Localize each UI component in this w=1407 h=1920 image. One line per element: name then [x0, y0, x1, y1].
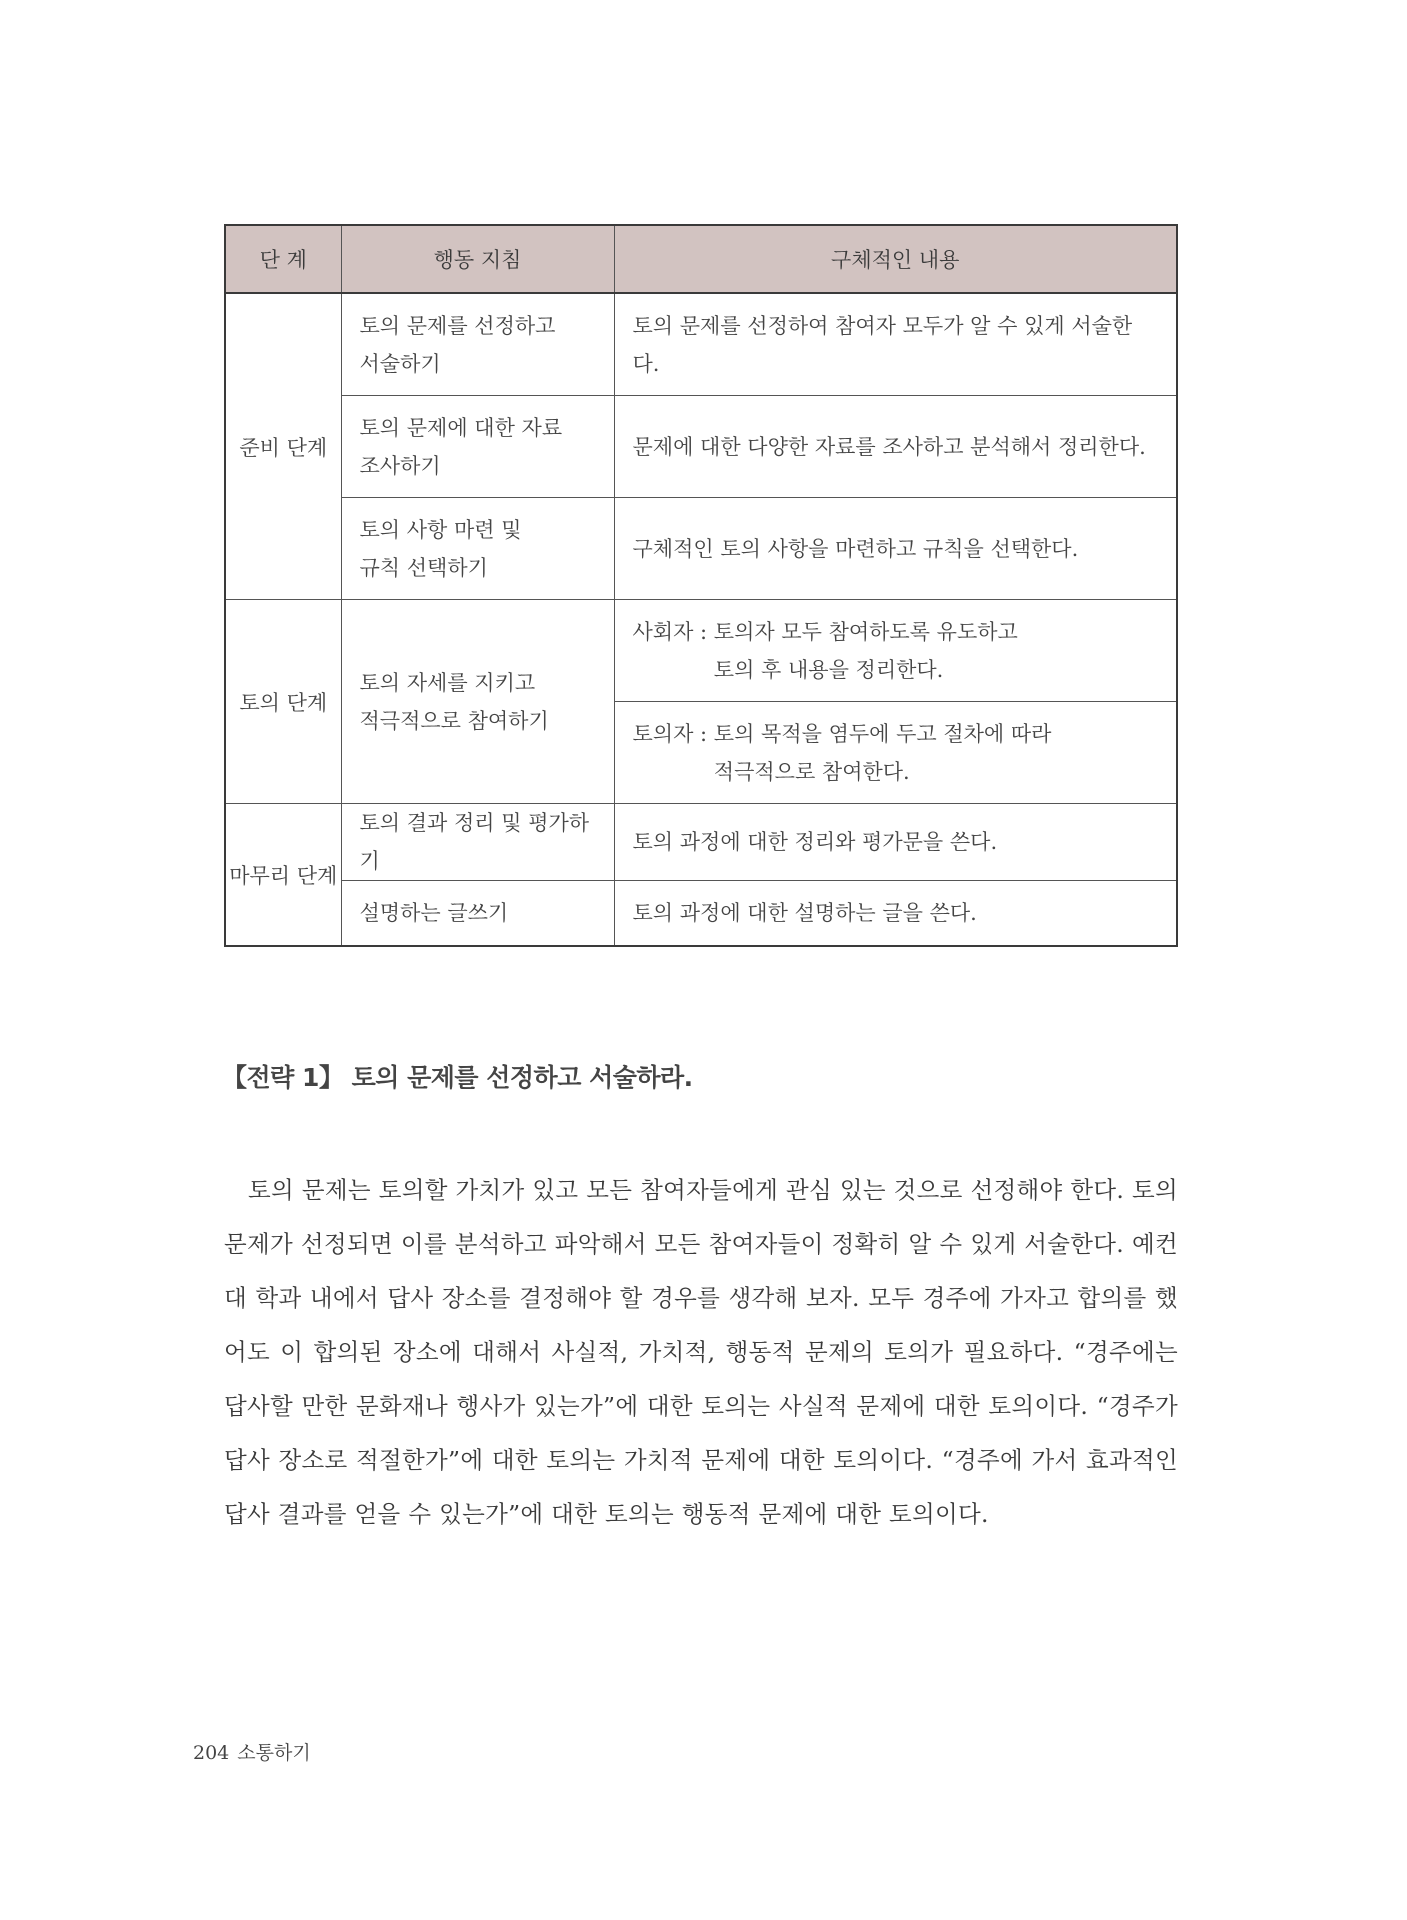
stage-prep: 준비 단계: [225, 293, 341, 600]
guideline-table: [224, 224, 1178, 947]
page-footer: [193, 1738, 311, 1765]
content-cell-participant: [614, 702, 1177, 804]
guide-line: 토의 문제에 대한 자료: [359, 415, 563, 440]
guide-line: 설명하는 글쓰기: [359, 901, 509, 925]
role-label: 토의자 :: [632, 721, 714, 746]
role-participant: [633, 715, 1159, 791]
book-title: 소통하기: [237, 1742, 311, 1764]
role-line: 토의 목적을 염두에 두고 절차에 따라: [713, 721, 1052, 746]
guide-line: 토의 자세를 지키고: [359, 670, 536, 695]
section-heading: 【전략 1】 토의 문제를 선정하고 서술하라.: [222, 1063, 693, 1092]
guide-cell: [341, 881, 614, 947]
guide-line: 규칙 선택하기: [359, 555, 488, 580]
guide-cell: [341, 396, 614, 498]
header-stage: 단 계: [225, 225, 341, 293]
role-text: [714, 715, 1158, 791]
role-line: 토의 후 내용을 정리한다.: [713, 657, 944, 682]
role-text: [714, 613, 1158, 689]
header-content: 구체적인 내용: [614, 225, 1177, 293]
table-row: [225, 600, 1177, 702]
guide-line: 토의 문제를 선정하고: [359, 313, 556, 338]
table-header-row: [225, 225, 1177, 293]
table-row: [225, 804, 1177, 881]
content-cell: 문제에 대한 다양한 자료를 조사하고 분석해서 정리한다.: [614, 396, 1177, 498]
content-cell: 토의 과정에 대한 설명하는 글을 쓴다.: [614, 881, 1177, 947]
guide-line: 서술하기: [359, 351, 441, 376]
guide-line: 토의 결과 정리 및 평가하기: [359, 811, 590, 873]
content-cell: 구체적인 토의 사항을 마련하고 규칙을 선택한다.: [614, 498, 1177, 600]
guide-cell: [341, 293, 614, 396]
role-line: 적극적으로 참여한다.: [713, 759, 910, 784]
role-moderator: [633, 613, 1159, 689]
page-number: 204: [193, 1742, 230, 1764]
guide-line: 토의 사항 마련 및: [359, 517, 522, 542]
table-row: [225, 293, 1177, 396]
content-cell: 토의 과정에 대한 정리와 평가문을 쓴다.: [614, 804, 1177, 881]
role-line: 토의자 모두 참여하도록 유도하고: [713, 619, 1018, 644]
guide-cell: [341, 498, 614, 600]
table-row: [225, 396, 1177, 498]
stage-wrap: 마무리 단계: [225, 804, 341, 947]
header-guide: 행동 지침: [341, 225, 614, 293]
body-paragraph: 토의 문제는 토의할 가치가 있고 모든 참여자들에게 관심 있는 것으로 선정해야 한다. 토의 문제가 선정되면 이를 분석하고 파악해서 모든 참여자들이 정확히 알 수 있게 서술한다. 예컨대 학과 내에서 답사 장소를 결정해야 할 경우를 생각해 보자. 모두 경주에 가자고 합의를 했어도 이 합의된 장소에 대해서 사실적, 가치적, 행동적 문제의 토의가 필요하다. “경주에는 답사할 만한 문화재나 행사가 있는가”에 대한 토의는 사실적 문제에 대한 토의이다. “경주가 답사 장소로 적절한가”에 대한 토의는 가치적 문제에 대한 토의이다. “경주에 가서 효과적인 답사 결과를 얻을 수 있는가”에 대한 토의는 행동적 문제에 대한 토의이다.: [224, 1176, 1178, 1528]
guide-line: 조사하기: [359, 453, 441, 478]
role-label: 사회자 :: [632, 619, 714, 644]
content-cell-moderator: [614, 600, 1177, 702]
guide-line: 적극적으로 참여하기: [359, 708, 549, 733]
table-row: [225, 881, 1177, 947]
guide-cell: [341, 600, 614, 804]
stage-discussion: 토의 단계: [225, 600, 341, 804]
content-cell: 토의 문제를 선정하여 참여자 모두가 알 수 있게 서술한다.: [614, 293, 1177, 396]
guide-cell: [341, 804, 614, 881]
table-row: [225, 498, 1177, 600]
